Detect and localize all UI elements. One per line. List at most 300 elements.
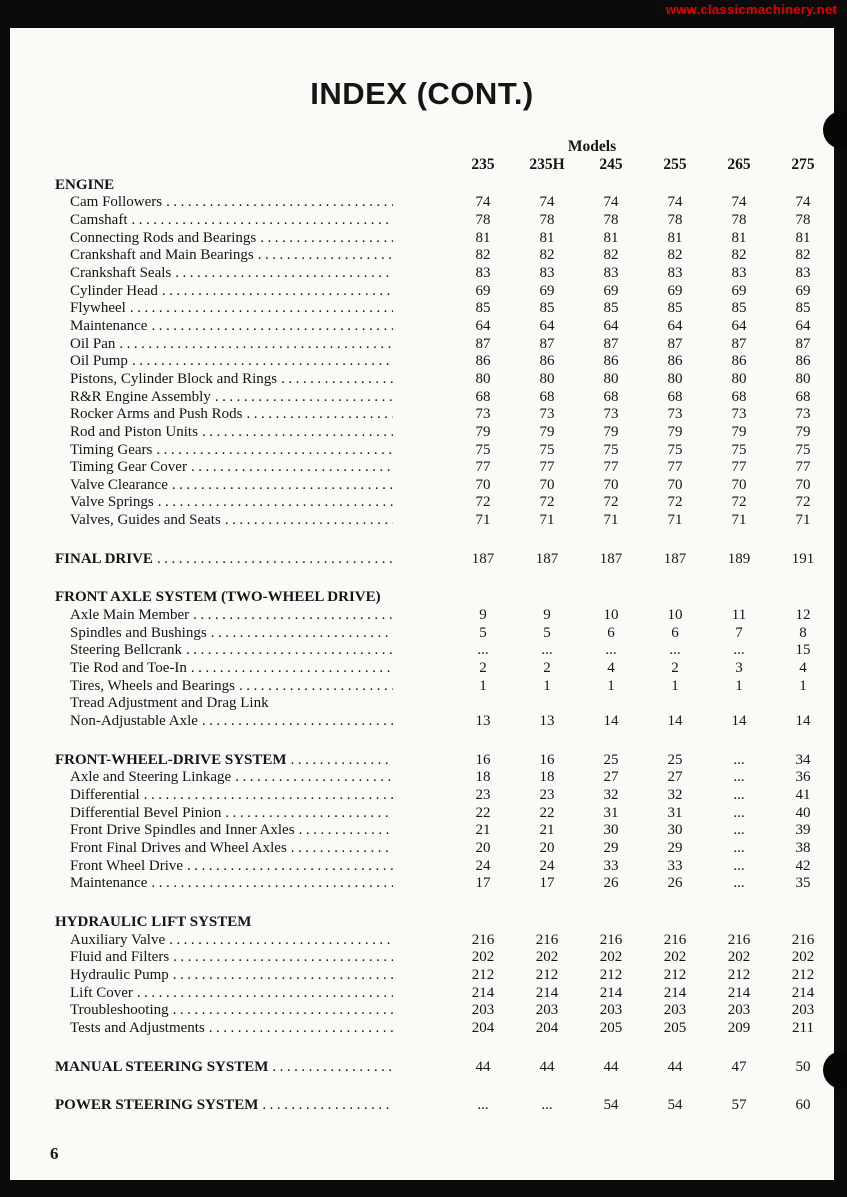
- entry-label: Hydraulic Pump: [70, 966, 169, 983]
- page-ref: 191: [791, 550, 815, 567]
- page-ref: 72: [731, 494, 747, 511]
- dot-leader: [258, 247, 393, 265]
- page-ref: 86: [539, 353, 555, 370]
- index-row: [10, 713, 834, 731]
- entry-label-wrap: [55, 442, 395, 460]
- entry-label: Crankshaft Seals: [70, 264, 172, 281]
- index-row: [10, 875, 834, 893]
- page-ref: 72: [475, 494, 491, 511]
- dot-leader: [193, 607, 393, 625]
- page-ref: 216: [599, 931, 623, 948]
- index-row: [10, 336, 834, 354]
- page-ref: 202: [599, 949, 623, 966]
- entry-label: Pistons, Cylinder Block and Rings: [70, 370, 278, 387]
- dot-leader: [260, 230, 393, 248]
- dot-leader: [209, 1020, 393, 1038]
- page-ref: 214: [535, 984, 559, 1001]
- page-ref: 22: [539, 804, 555, 821]
- page-ref: 39: [795, 822, 811, 839]
- page-ref: 72: [603, 494, 619, 511]
- dot-leader: [151, 875, 393, 893]
- page-ref: 77: [603, 459, 619, 476]
- section-heading: HYDRAULIC LIFT SYSTEM: [55, 913, 252, 930]
- page-ref: 69: [603, 282, 619, 299]
- index-sections: [10, 177, 834, 1115]
- page-ref: 4: [799, 660, 807, 677]
- entry-label: Non-Adjustable Axle: [70, 713, 198, 730]
- entry-label-wrap: [55, 660, 395, 678]
- page-ref: 216: [663, 931, 687, 948]
- page-ref: 202: [535, 949, 559, 966]
- entry-label: Valves, Guides and Seats: [70, 512, 221, 529]
- page-ref: 77: [539, 459, 555, 476]
- page-ref: 2: [543, 660, 551, 677]
- index-section: [10, 589, 834, 730]
- page-ref: 70: [667, 476, 683, 493]
- page-ref: 87: [731, 335, 747, 352]
- page-ref: 78: [603, 211, 619, 228]
- entry-label: Tests and Adjustments: [70, 1019, 205, 1036]
- page-ref: 7: [735, 624, 743, 641]
- page-ref: 68: [539, 388, 555, 405]
- page-ref: 79: [603, 423, 619, 440]
- page-ref: 17: [475, 875, 491, 892]
- index-row: [10, 858, 834, 876]
- page-ref: 70: [603, 476, 619, 493]
- page-ref: 71: [731, 512, 747, 529]
- index-row: [10, 477, 834, 495]
- page-ref: 14: [795, 713, 811, 730]
- page-ref: 212: [727, 966, 751, 983]
- page-ref: 214: [599, 984, 623, 1001]
- page-ref: 202: [791, 949, 815, 966]
- page-ref: 212: [791, 966, 815, 983]
- entry-label-wrap: [55, 265, 395, 283]
- entry-label-wrap: [55, 177, 395, 195]
- page-ref: 44: [539, 1058, 555, 1075]
- entry-label: Crankshaft and Main Bearings: [70, 247, 254, 264]
- page-ref: 75: [667, 441, 683, 458]
- entry-label: Connecting Rods and Bearings: [70, 229, 257, 246]
- page-ref: 68: [603, 388, 619, 405]
- page-ref: ...: [733, 769, 745, 786]
- entry-label-wrap: [55, 985, 395, 1003]
- page-ref: 78: [795, 211, 811, 228]
- entry-label-wrap: [55, 230, 395, 248]
- page-ref: 77: [731, 459, 747, 476]
- page-ref: ...: [669, 642, 681, 659]
- entry-label-wrap: [55, 371, 395, 389]
- page-ref: 9: [479, 607, 487, 624]
- page-ref: 1: [671, 677, 679, 694]
- page-ref: 82: [603, 247, 619, 264]
- models-header: Models: [567, 138, 617, 155]
- page-ref: 64: [667, 317, 683, 334]
- page-ref: 85: [603, 300, 619, 317]
- dot-leader: [156, 442, 393, 460]
- page-ref: 202: [727, 949, 751, 966]
- dot-leader: [225, 805, 393, 823]
- index-row: [10, 967, 834, 985]
- index-row: [10, 607, 834, 625]
- page-ref: 79: [667, 423, 683, 440]
- page-ref: 78: [667, 211, 683, 228]
- page-ref: 14: [667, 713, 683, 730]
- entry-label-wrap: [55, 494, 395, 512]
- page-ref: 10: [603, 607, 619, 624]
- page-ref: 73: [603, 406, 619, 423]
- page-ref: 82: [539, 247, 555, 264]
- index-row: [10, 1002, 834, 1020]
- page-ref: 18: [475, 769, 491, 786]
- page-ref: 33: [667, 857, 683, 874]
- dot-leader: [130, 300, 393, 318]
- entry-label-wrap: [55, 551, 395, 569]
- dot-leader: [173, 1002, 393, 1020]
- entry-label: Maintenance: [70, 875, 148, 892]
- page-ref: 26: [667, 875, 683, 892]
- entry-label-wrap: [55, 949, 395, 967]
- watermark-text: www.classicmachinery.net: [665, 2, 837, 17]
- page-ref: 75: [475, 441, 491, 458]
- dot-leader: [281, 371, 393, 389]
- page-ref: 214: [663, 984, 687, 1001]
- page-ref: 83: [667, 264, 683, 281]
- page-ref: 83: [731, 264, 747, 281]
- page-ref: 5: [543, 624, 551, 641]
- page-ref: 23: [539, 787, 555, 803]
- dot-leader: [299, 822, 393, 840]
- page-ref: 71: [795, 512, 811, 529]
- index-row: [10, 194, 834, 212]
- page-ref: 80: [539, 370, 555, 387]
- entry-label: Cylinder Head: [70, 282, 158, 299]
- page-ref: 79: [795, 423, 811, 440]
- dot-leader: [211, 625, 393, 643]
- page-ref: 1: [543, 677, 551, 694]
- index-row: [10, 678, 834, 696]
- page-ref: 64: [539, 317, 555, 334]
- page-ref: 214: [727, 984, 751, 1001]
- page-ref: 75: [603, 441, 619, 458]
- page-ref: 73: [475, 406, 491, 423]
- section-heading: FINAL DRIVE: [55, 550, 153, 567]
- page-ref: 205: [663, 1019, 687, 1036]
- dot-leader: [247, 406, 394, 424]
- dot-leader: [202, 424, 393, 442]
- entry-label: Fluid and Filters: [70, 949, 170, 966]
- entry-label-wrap: [55, 1059, 395, 1077]
- dot-leader: [291, 840, 393, 858]
- page-ref: 69: [475, 282, 491, 299]
- page-ref: 32: [667, 787, 683, 803]
- page-ref: 85: [475, 300, 491, 317]
- entry-label-wrap: [55, 477, 395, 495]
- page-ref: 86: [731, 353, 747, 370]
- page-ref: 44: [603, 1058, 619, 1075]
- page-ref: 41: [795, 787, 811, 803]
- index-row: [10, 695, 834, 713]
- page-ref: 86: [667, 353, 683, 370]
- page-ref: 203: [663, 1002, 687, 1019]
- page-ref: 214: [791, 984, 815, 1001]
- index-row: [10, 300, 834, 318]
- dot-leader: [175, 265, 393, 283]
- page-ref: 74: [475, 194, 491, 211]
- index-row: [10, 985, 834, 1003]
- page-ref: 83: [795, 264, 811, 281]
- entry-label: Tires, Wheels and Bearings: [70, 677, 235, 694]
- page-ref: ...: [733, 751, 745, 768]
- page-sheet: [10, 28, 834, 1180]
- page-ref: 87: [475, 335, 491, 352]
- page-ref: ...: [733, 839, 745, 856]
- index-row: [10, 442, 834, 460]
- page-ref: 18: [539, 769, 555, 786]
- page-ref: 2: [671, 660, 679, 677]
- page-ref: 1: [735, 677, 743, 694]
- index-row: [10, 642, 834, 660]
- page-ref: 70: [795, 476, 811, 493]
- dot-leader: [291, 752, 393, 770]
- page-ref: 216: [727, 931, 751, 948]
- page-ref: 87: [795, 335, 811, 352]
- entry-label: Tie Rod and Toe-In: [70, 660, 187, 677]
- column-header-row: [10, 156, 834, 174]
- entry-label-wrap: [55, 858, 395, 876]
- index-row: [10, 406, 834, 424]
- index-row: [10, 512, 834, 530]
- page-ref: 17: [539, 875, 555, 892]
- page-ref: ...: [541, 642, 553, 659]
- page-ref: 22: [475, 804, 491, 821]
- page-ref: 216: [471, 931, 495, 948]
- page-ref: 13: [475, 713, 491, 730]
- dot-leader: [225, 512, 393, 530]
- page-ref: 85: [539, 300, 555, 317]
- page-ref: 34: [795, 751, 811, 768]
- section-heading: FRONT AXLE SYSTEM (TWO-WHEEL DRIVE): [55, 589, 381, 606]
- page-ref: ...: [733, 822, 745, 839]
- page-ref: 2: [479, 660, 487, 677]
- page-ref: 80: [667, 370, 683, 387]
- index-section: [10, 177, 834, 530]
- page-ref: 60: [795, 1097, 811, 1114]
- page-ref: 69: [731, 282, 747, 299]
- page-ref: 204: [535, 1019, 559, 1036]
- entry-label-wrap: [55, 389, 395, 407]
- index-row: [10, 625, 834, 643]
- page-ref: 79: [731, 423, 747, 440]
- page-ref: 29: [603, 839, 619, 856]
- page-ref: 68: [667, 388, 683, 405]
- entry-label: Oil Pan: [70, 335, 116, 352]
- page-ref: 15: [795, 642, 811, 659]
- page-ref: 6: [607, 624, 615, 641]
- page-ref: ...: [605, 642, 617, 659]
- page-ref: 5: [479, 624, 487, 641]
- page-ref: 77: [475, 459, 491, 476]
- page-ref: 70: [475, 476, 491, 493]
- page-ref: 25: [667, 751, 683, 768]
- page-ref: 212: [535, 966, 559, 983]
- index-section: [10, 1059, 834, 1077]
- entry-label-wrap: [55, 406, 395, 424]
- entry-label-wrap: [55, 840, 395, 858]
- index-row: [10, 318, 834, 336]
- page-ref: 68: [475, 388, 491, 405]
- page-ref: 82: [795, 247, 811, 264]
- page-ref: 21: [539, 822, 555, 839]
- dot-leader: [132, 353, 393, 371]
- entry-label-wrap: [55, 787, 395, 805]
- index-row: [10, 389, 834, 407]
- entry-label-wrap: [55, 1020, 395, 1038]
- entry-label: Cam Followers: [70, 194, 163, 211]
- index-row: [10, 949, 834, 967]
- page-ref: 81: [475, 229, 491, 246]
- section-heading: FRONT-WHEEL-DRIVE SYSTEM: [55, 751, 287, 768]
- entry-label-wrap: [55, 752, 395, 770]
- index-section: [10, 551, 834, 569]
- entry-label-wrap: [55, 459, 395, 477]
- page-ref: 14: [603, 713, 619, 730]
- page-ref: 29: [667, 839, 683, 856]
- index-row: [10, 265, 834, 283]
- section-heading-row: [10, 551, 834, 569]
- entry-label: Camshaft: [70, 211, 128, 228]
- page-ref: 72: [539, 494, 555, 511]
- entry-label: Valve Springs: [70, 494, 154, 511]
- entry-label: Front Drive Spindles and Inner Axles: [70, 822, 295, 839]
- page-ref: 82: [667, 247, 683, 264]
- page-ref: ...: [733, 642, 745, 659]
- entry-label-wrap: [55, 695, 395, 713]
- page-ref: ...: [733, 857, 745, 874]
- page-ref: 8: [799, 624, 807, 641]
- entry-label: Rocker Arms and Push Rods: [70, 406, 243, 423]
- page-ref: 57: [731, 1097, 747, 1114]
- dot-leader: [186, 642, 393, 660]
- page-ref: 25: [603, 751, 619, 768]
- models-header-row: [10, 138, 834, 156]
- page-ref: 1: [479, 677, 487, 694]
- column-header: 265: [727, 156, 751, 173]
- section-heading-row: [10, 177, 834, 195]
- index-row: [10, 660, 834, 678]
- page-ref: 44: [667, 1058, 683, 1075]
- page-ref: 74: [667, 194, 683, 211]
- entry-label: Differential: [70, 787, 140, 803]
- page-ref: 16: [539, 751, 555, 768]
- column-header: 235: [471, 156, 495, 173]
- entry-label: Spindles and Bushings: [70, 624, 207, 641]
- dot-leader: [132, 212, 394, 230]
- entry-label: R&R Engine Assembly: [70, 388, 211, 405]
- entry-label-wrap: [55, 424, 395, 442]
- page-ref: 83: [603, 264, 619, 281]
- index-row: [10, 371, 834, 389]
- page-ref: 203: [535, 1002, 559, 1019]
- entry-label: Axle Main Member: [70, 607, 190, 624]
- page-title: INDEX (CONT.): [310, 76, 534, 111]
- entry-label-wrap: [55, 247, 395, 265]
- page-ref: 74: [603, 194, 619, 211]
- entry-label: Front Final Drives and Wheel Axles: [70, 839, 287, 856]
- page-ref: 187: [663, 550, 687, 567]
- page-ref: 70: [539, 476, 555, 493]
- page-ref: 209: [727, 1019, 751, 1036]
- page-ref: 36: [795, 769, 811, 786]
- column-header: 235H: [529, 156, 565, 173]
- page-ref: 64: [731, 317, 747, 334]
- page-ref: 3: [735, 660, 743, 677]
- index-row: [10, 494, 834, 512]
- page-ref: 79: [475, 423, 491, 440]
- index-row: [10, 424, 834, 442]
- entry-label-wrap: [55, 194, 395, 212]
- page-ref: 40: [795, 804, 811, 821]
- entry-label-wrap: [55, 300, 395, 318]
- page-ref: 69: [795, 282, 811, 299]
- page-ref: 30: [603, 822, 619, 839]
- dot-leader: [173, 967, 393, 985]
- page-ref: 73: [731, 406, 747, 423]
- entry-label: Flywheel: [70, 300, 126, 317]
- page-ref: 71: [475, 512, 491, 529]
- page-ref: 83: [475, 264, 491, 281]
- page-ref: 42: [795, 857, 811, 874]
- page-ref: 27: [603, 769, 619, 786]
- section-heading-row: [10, 914, 834, 932]
- entry-label-wrap: [55, 353, 395, 371]
- entry-label: Oil Pump: [70, 353, 128, 370]
- page-ref: 81: [539, 229, 555, 246]
- index-row: [10, 822, 834, 840]
- page-ref: 72: [795, 494, 811, 511]
- page-ref: 71: [539, 512, 555, 529]
- page-ref: 216: [535, 931, 559, 948]
- dot-leader: [162, 283, 393, 301]
- page-ref: 12: [795, 607, 811, 624]
- page-ref: 20: [475, 839, 491, 856]
- page-ref: 203: [599, 1002, 623, 1019]
- page-ref: 24: [539, 857, 555, 874]
- page-number: 6: [50, 1144, 59, 1163]
- entry-label-wrap: [55, 625, 395, 643]
- page-ref: 54: [603, 1097, 619, 1114]
- entry-label: Valve Clearance: [70, 476, 168, 493]
- page-ref: 205: [599, 1019, 623, 1036]
- entry-label-wrap: [55, 875, 395, 893]
- page-ref: 64: [475, 317, 491, 334]
- page-ref: 204: [471, 1019, 495, 1036]
- entry-label: Front Wheel Drive: [70, 857, 184, 874]
- index-row: [10, 212, 834, 230]
- page-ref: 187: [599, 550, 623, 567]
- page-ref: 72: [667, 494, 683, 511]
- entry-label: Lift Cover: [70, 984, 133, 1001]
- page-ref: 68: [731, 388, 747, 405]
- page-ref: 81: [603, 229, 619, 246]
- page-ref: 44: [475, 1058, 491, 1075]
- page-ref: 212: [663, 966, 687, 983]
- page-ref: 82: [731, 247, 747, 264]
- index-row: [10, 787, 834, 805]
- page-ref: 78: [731, 211, 747, 228]
- dot-leader: [262, 1097, 393, 1115]
- page-ref: 189: [727, 550, 751, 567]
